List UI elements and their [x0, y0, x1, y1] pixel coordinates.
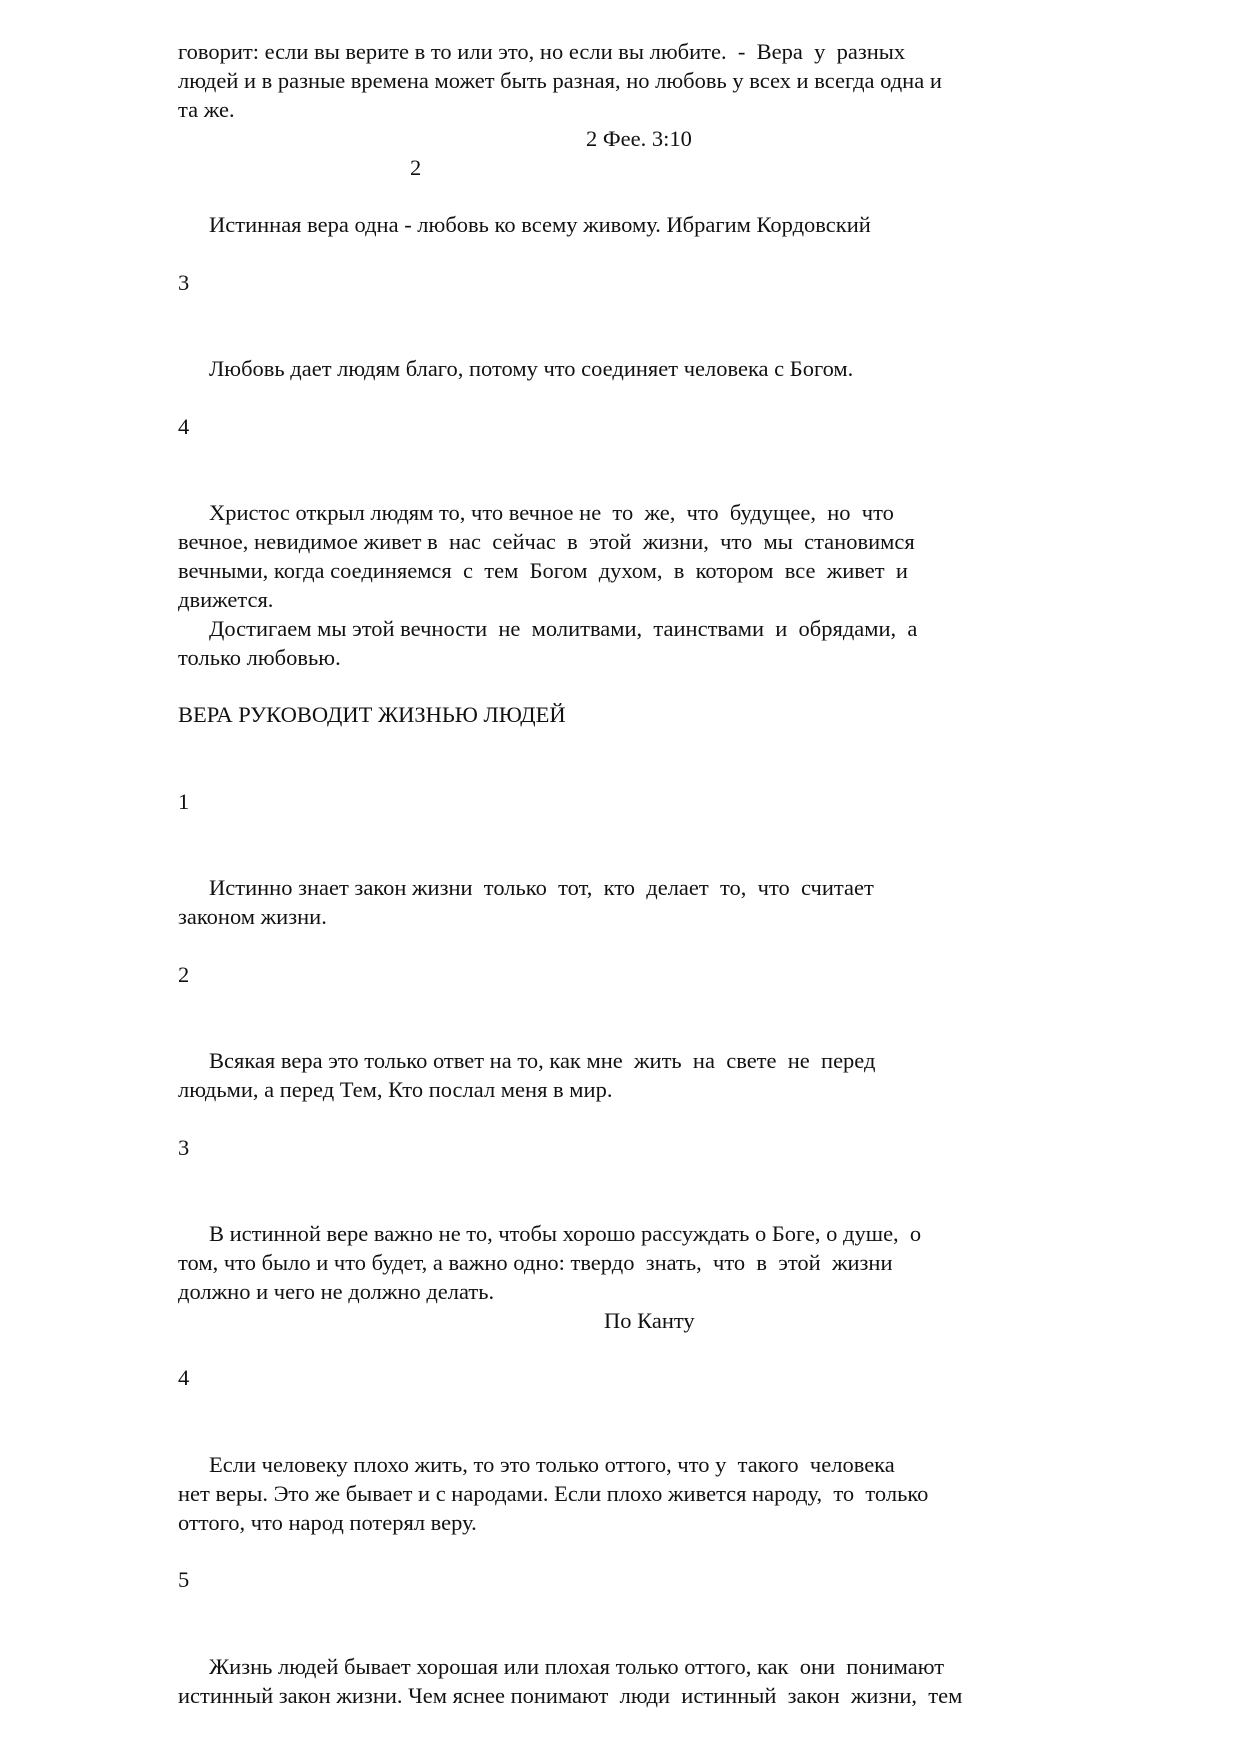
text-line: должно и чего не должно делать. [178, 1279, 495, 1304]
section-number: 4 [178, 414, 190, 439]
text-line: Если человеку плохо жить, то это только оттого, что у такого человека [209, 1452, 895, 1477]
text-line: движется. [178, 587, 274, 612]
text-line: Всякая вера это только ответ на то, как мне жить на свете не перед [209, 1048, 876, 1073]
text-line: только любовью. [178, 645, 341, 670]
text-line: истинный закон жизни. Чем яснее понимают люди истинный закон жизни, тем [178, 1683, 963, 1708]
text-line: законом жизни. [178, 904, 327, 929]
text-line: Жизнь людей бывает хорошая или плохая только оттого, как они понимают [209, 1654, 945, 1679]
chapter-heading: ВЕРА РУКОВОДИТ ЖИЗНЬЮ ЛЮДЕЙ [178, 702, 566, 727]
section-number: 2 [410, 155, 422, 180]
section-number: 3 [178, 270, 190, 295]
text-line: говорит: если вы верите в то или это, но если вы любите. - Вера у разных [178, 39, 906, 64]
text-line: Христос открыл людям то, что вечное не то же, что будущее, но что [209, 500, 894, 525]
section-number: 3 [178, 1135, 190, 1160]
citation: 2 Фее. 3:10 [586, 126, 692, 151]
section-number: 2 [178, 962, 190, 987]
text-line: том, что было и что будет, а важно одно: твердо знать, что в этой жизни [178, 1250, 893, 1275]
text-line: та же. [178, 97, 235, 122]
text-line: Истинно знает закон жизни только тот, кто делает то, что считает [209, 875, 874, 900]
text-line: вечное, невидимое живет в нас сейчас в этой жизни, что мы становимся [178, 529, 915, 554]
citation: По Канту [604, 1308, 695, 1333]
section-number: 1 [178, 789, 190, 814]
text-line: вечными, когда соединяемся с тем Богом духом, в котором все живет и [178, 558, 908, 583]
text-line: людьми, а перед Тем, Кто послал меня в мир. [178, 1077, 613, 1102]
text-line: оттого, что народ потерял веру. [178, 1510, 477, 1535]
text-line: В истинной вере важно не то, чтобы хорошо рассуждать о Боге, о душе, о [209, 1221, 922, 1246]
text-line: людей и в разные времена может быть разная, но любовь у всех и всегда одна и [178, 68, 942, 93]
text-line: Достигаем мы этой вечности не молитвами, таинствами и обрядами, а [209, 616, 918, 641]
text-line: нет веры. Это же бывает и с народами. Если плохо живется народу, то только [178, 1481, 929, 1506]
text-line: Истинная вера одна - любовь ко всему живому. Ибрагим Кордовский [209, 212, 871, 237]
section-number: 5 [178, 1567, 190, 1592]
section-number: 4 [178, 1365, 190, 1390]
text-line: Любовь дает людям благо, потому что соединяет человека с Богом. [209, 356, 854, 381]
